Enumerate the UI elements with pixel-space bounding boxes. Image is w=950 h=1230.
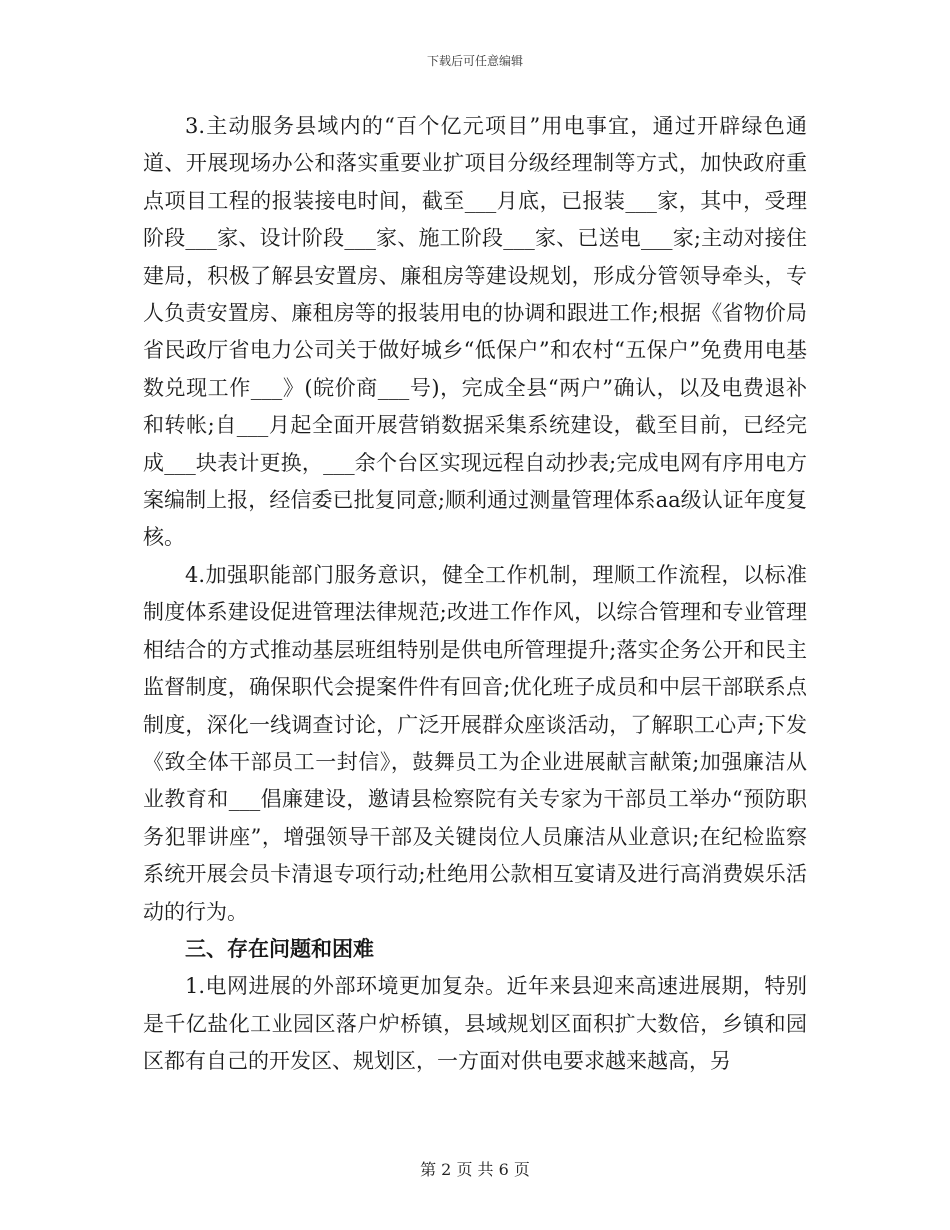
paragraph-item-3: 3.主动服务县域内的“百个亿元项目”用电事宜，通过开辟绿色通道、开展现场办公和落实重要业扩项目分级经理制等方式，加快政府重点项目工程的报装接电时间，截至___月底，已报装___家，其中，受理阶段___家、设计阶段___家、施工阶段___家、已送电___家;主动对接住建局，积极了解县安置房、廉租房等建设规划，形成分管领导牵头，专人负责安置房、廉租房等的报装用电的协调和跟进工作;根据《省物价局省民政厅省电力公司关于做好城乡“低保户”和农村“五保户”免费用电基数兑现工作___》(皖价商___号)，完成全县“两户”确认，以及电费退补和转帐;自___月起全面开展营销数据采集系统建设，截至目前，已经完成___块表计更换，___余个台区实现远程自动抄表;完成电网有序用电方案编制上报，经信委已批复同意;顺利通过测量管理体系aa级认证年度复核。 (143, 114, 807, 550)
paragraph-item-4: 4.加强职能部门服务意识，健全工作机制，理顺工作流程，以标准制度体系建设促进管理法律规范;改进工作作风，以综合管理和专业管理相结合的方式推动基层班组特别是供电所管理提升;落实企务公开和民主监督制度，确保职代会提案件件有回音;优化班子成员和中层干部联系点制度，深化一线调查讨论，广泛开展群众座谈活动，了解职工心声;下发《致全体干部员工一封信》，鼓舞员工为企业进展献言献策;加强廉洁从业教育和___倡廉建设，邀请县检察院有关专家为干部员工举办“预防职务犯罪讲座”，增强领导干部及关键岗位人员廉洁从业意识;在纪检监察系统开展会员卡清退专项行动;杜绝用公款相互宴请及进行高消费娱乐活动的行为。 (143, 562, 807, 924)
paragraph-problem-1: 1.电网进展的外部环境更加复杂。近年来县迎来高速进展期，特别是千亿盐化工业园区落户炉桥镇，县域规划区面积扩大数倍，乡镇和园区都有自己的开发区、规划区，一方面对供电要求越来越高，另 (143, 974, 807, 1074)
document-body (143, 108, 807, 1081)
page-header: 下载后可任意编辑 (426, 54, 523, 68)
section-heading: 三、存在问题和困难 (185, 936, 374, 961)
page-number: 第 2 页 共 6 页 (420, 1160, 530, 1179)
